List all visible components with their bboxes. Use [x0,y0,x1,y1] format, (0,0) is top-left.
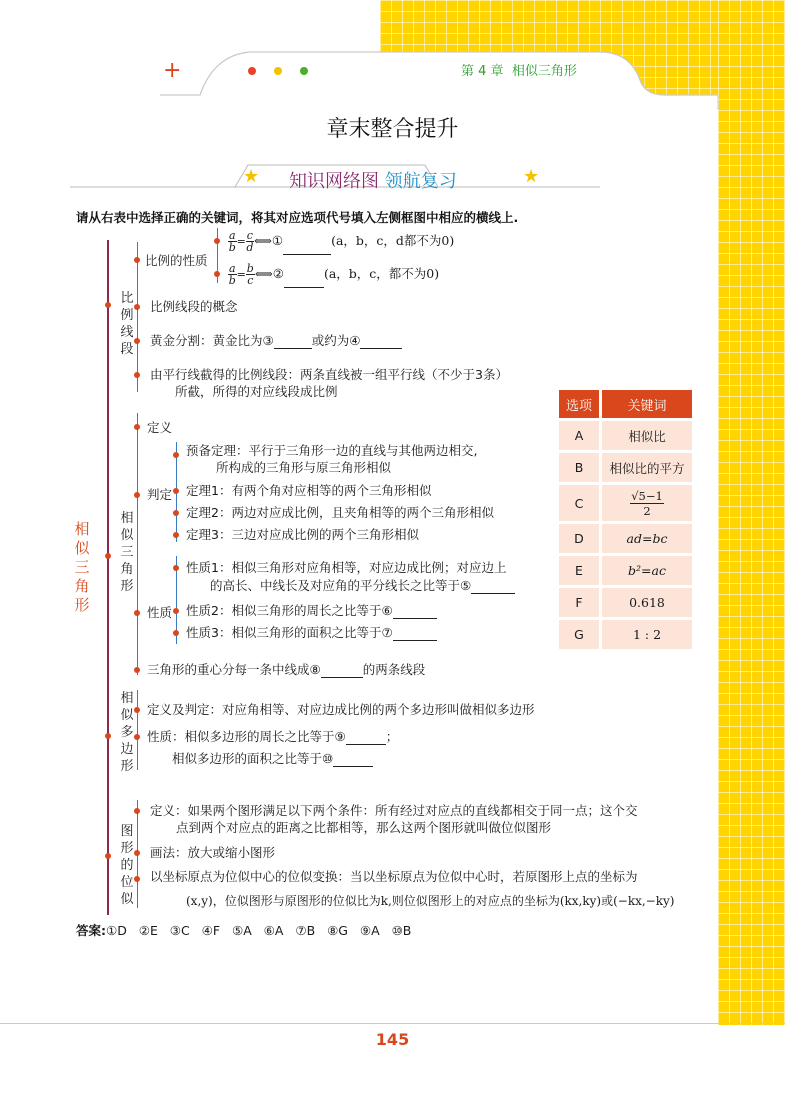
table-row: F 0.618 [559,588,692,617]
prop2-formula: $\frac{a}{b}$ = $\frac{b}{c}$ ⟺② (a，b，c，都不为0) [228,262,440,287]
nature-3: 性质3：相似三角形的面积之比等于⑦ [186,625,437,641]
green-dot-icon [300,67,308,75]
table-row: E b²=ac [559,556,692,585]
branch4-label: 图形的位似 [120,824,134,907]
nature-2: 性质2：相似三角形的周长之比等于⑥ [186,603,437,619]
pre-theorem-2: 所构成的三角形与原三角形相似 [216,460,392,475]
branch3-line [137,690,138,770]
prop-label: 比例的性质 [145,253,208,268]
parallel-text-2: 所截，所得的对应线段成比例 [175,384,338,399]
node-dot [173,452,179,458]
poly-definition: 定义及判定：对应角相等、对应边成比例的两个多边形叫做相似多边形 [147,702,535,717]
branch1-label: 比例线段 [120,291,134,357]
homothety-method: 画法：放大或缩小图形 [150,845,276,860]
table-row: G 1 : 2 [559,620,692,649]
centroid-text: 三角形的重心分每一条中线成⑧ 的两条线段 [147,662,426,677]
node-dot [173,488,179,494]
node-dot [134,808,140,814]
homothety-coord-1: 以坐标原点为位似中心的位似变换：当以坐标原点为位似中心时，若原图形上点的坐标为 [150,869,638,884]
table-header-keyword: 关键词 [602,390,692,418]
poly-nature-2: 相似多边形的面积之比等于⑩ [172,751,373,767]
node-dot [134,424,140,430]
branch3-dot [105,733,111,739]
node-dot [134,338,140,344]
nature-1-line1: 性质1：相似三角形对应角相等，对应边成比例；对应边上 [186,560,507,575]
node-dot [134,734,140,740]
node-dot [173,510,179,516]
pre-theorem-1: 预备定理：平行于三角形一边的直线与其他两边相交, [186,443,478,458]
poly-nature-1: 性质：相似多边形的周长之比等于⑨ ； [147,729,399,744]
yellow-dot-icon [274,67,282,75]
table-row: A 相似比 [559,421,692,450]
node-dot [173,565,179,571]
node-dot [134,492,140,498]
node-dot [173,608,179,614]
homothety-definition-1: 定义：如果两个图形满足以下两个条件：所有经过对应点的直线都相交于同一点；这个交 [150,803,638,818]
node-dot [214,238,220,244]
node-dot [134,850,140,856]
instruction-text: 请从右表中选择正确的关键词，将其对应选项代号填入左侧框图中相应的横线上. [76,210,519,225]
branch2-line [137,413,138,675]
branch1-dot [105,302,111,308]
branch4-dot [105,853,111,859]
theorem-2: 定理2：两边对应成比例，且夹角相等的两个三角形相似 [186,505,494,520]
answers-line: 答案:①D ②E ③C ④F ⑤A ⑥A ⑦B ⑧G ⑨A ⑩B [76,923,412,938]
node-dot [134,667,140,673]
page-number: 145 [375,1030,410,1049]
node-dot [134,707,140,713]
golden-text: 黄金分割：黄金比为③ 或约为④ [150,333,402,349]
branch3-label: 相似多边形 [120,691,134,774]
root-label: 相似三角形 [74,520,90,614]
parallel-text-1: 由平行线截得的比例线段：两条直线被一组平行线（不少于3条） [150,367,508,382]
node-dot [214,271,220,277]
homothety-coord-2: (x,y)，位似图形与原图形的位似比为k,则位似图形上的对应点的坐标为(kx,ky)或(−kx,−ky) [186,894,675,908]
table-header-option: 选项 [559,390,602,418]
header-tab [0,0,785,110]
page-title: 章末整合提升 [326,117,459,142]
plus-icon: + [163,58,182,83]
yellow-grid-right [718,0,785,1025]
homothety-definition-2: 点到两个对应点的距离之比都相等，那么这两个图形就叫做位似图形 [176,820,552,835]
node-dot [134,610,140,616]
theorem-1: 定理1：有两个角对应相等的两个三角形相似 [186,483,432,498]
concept-text: 比例线段的概念 [150,299,238,314]
table-row: D ad=bc [559,524,692,553]
node-dot [173,630,179,636]
theorem-3: 定理3：三边对应成比例的两个三角形相似 [186,527,419,542]
star-icon-right: ★ [523,166,540,187]
branch1-line [137,242,138,392]
node-dot [134,372,140,378]
node-dot [134,304,140,310]
keyword-table [559,387,692,652]
nature-1-line2: 的高长、中线长及对应角的平分线长之比等于⑤ [210,578,515,594]
root-line [107,240,109,915]
judge-label: 判定 [147,487,173,502]
node-dot [134,257,140,263]
table-row: B 相似比的平方 [559,453,692,482]
star-icon-left: ★ [243,166,260,187]
node-dot [134,876,140,882]
definition-text: 定义 [147,420,173,435]
footer-divider [0,1023,785,1024]
red-dot-icon [248,67,256,75]
table-row: C $\frac{√5-1}{2}$ [559,485,692,521]
node-dot [173,532,179,538]
branch2-label: 相似三角形 [120,511,134,594]
prop1-formula: $\frac{a}{b}$ = $\frac{c}{d}$ ⟺① (a，b，c，d都不为0) [228,229,455,254]
section-title: 知识网络图 领航复习 [289,171,457,192]
nature-label: 性质 [147,605,173,620]
branch2-dot [105,553,111,559]
chapter-label: 第 4 章 相似三角形 [461,64,577,79]
